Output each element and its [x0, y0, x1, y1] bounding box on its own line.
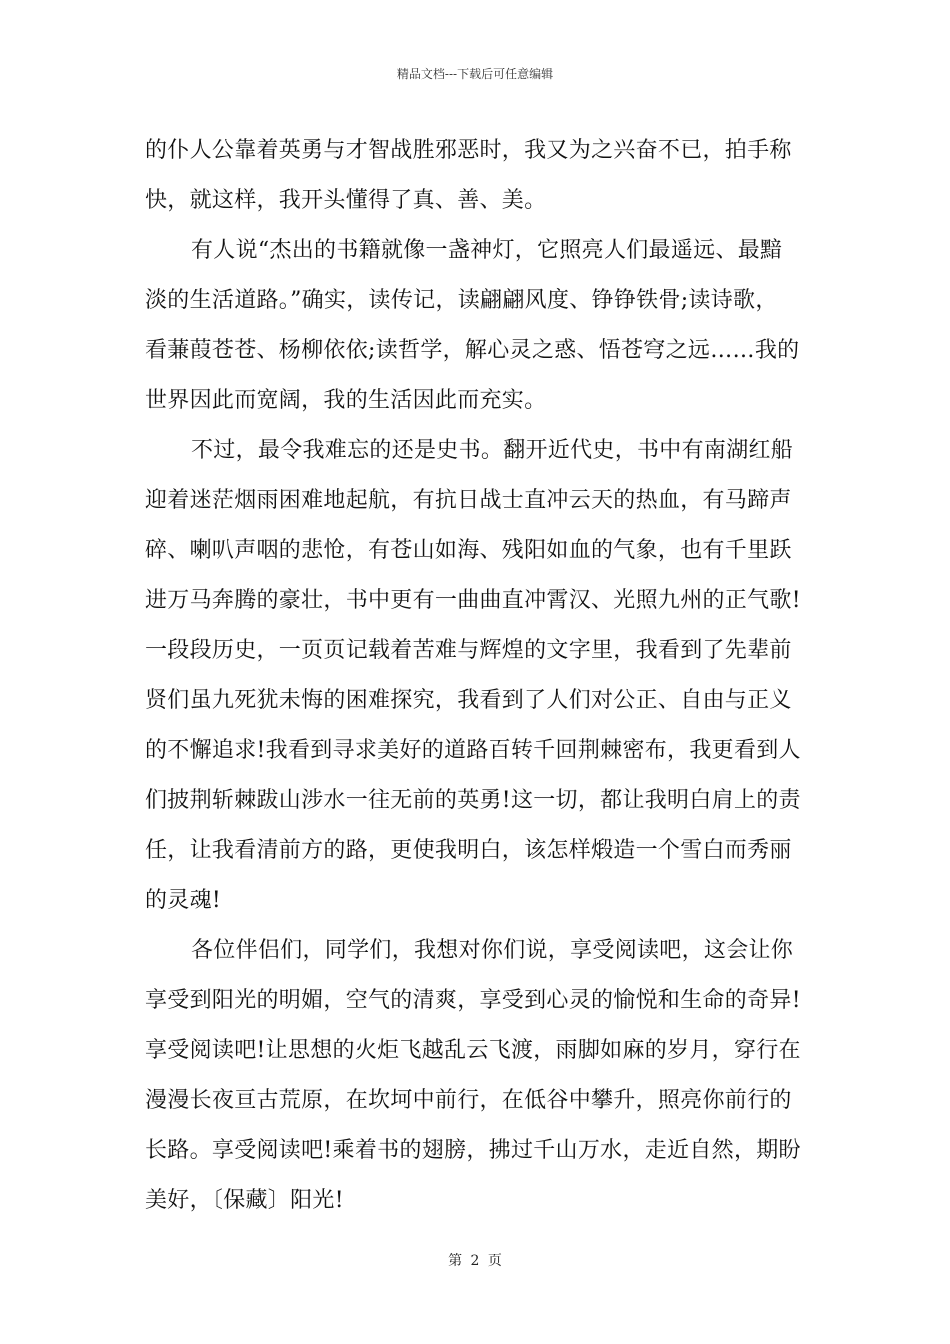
text-line: 一段段历史，一页页记载着苦难与辉煌的文字里，我看到了先辈前	[145, 638, 792, 663]
text-line: 进万马奔腾的豪壮，书中更有一曲曲直冲霄汉、光照九州的正气歌!	[145, 588, 801, 613]
page-footer	[0, 1252, 950, 1270]
page-header: 精品文档---下载后可任意编辑	[396, 67, 554, 81]
text-line: 看蒹葭苍苍、杨柳依依;读哲学，解心灵之惑、悟苍穹之远……我的	[145, 338, 800, 363]
text-line: 碎、喇叭声咽的悲怆，有苍山如海、残阳如血的气象，也有千里跃	[145, 538, 792, 563]
text-line: 任，让我看清前方的路，更使我明白，该怎样煅造一个雪白而秀丽	[145, 838, 792, 863]
text-line: 有人说“杰出的书籍就像一盏神灯，它照亮人们最遥远、最黯	[191, 238, 783, 263]
text-line: 们披荆斩棘跋山涉水一往无前的英勇!这一切，都让我明白肩上的责	[145, 788, 801, 813]
page-number: 2	[470, 1253, 480, 1269]
page-label-suffix: 页	[487, 1253, 502, 1269]
text-line: 各位伴侣们，同学们，我想对你们说，享受阅读吧，这会让你	[191, 938, 794, 963]
text-line: 贤们虽九死犹未悔的困难探究，我看到了人们对公正、自由与正义	[145, 688, 792, 713]
page-label-prefix: 第	[448, 1253, 463, 1269]
text-line: 快，就这样，我开头懂得了真、善、美。	[145, 188, 547, 213]
document-body	[145, 126, 807, 1226]
text-line: 的仆人公靠着英勇与才智战胜邪恶时，我又为之兴奋不已，拍手称	[145, 138, 792, 163]
text-line: 迎着迷茫烟雨困难地起航，有抗日战士直冲云天的热血，有马蹄声	[145, 488, 792, 513]
text-line: 不过，最令我难忘的还是史书。翻开近代史，书中有南湖红船	[191, 438, 794, 463]
text-line: 淡的生活道路。”确实，读传记，读翩翩风度、铮铮铁骨;读诗歌，	[145, 288, 778, 313]
text-line: 长路。享受阅读吧!乘着书的翅膀，拂过千山万水，走近自然，期盼	[145, 1138, 801, 1163]
paragraph-4	[145, 926, 807, 1226]
paragraph-3	[145, 426, 807, 926]
text-line: 的不懈追求!我看到寻求美好的道路百转千回荆棘密布，我更看到人	[145, 738, 801, 763]
text-line: 享受到阳光的明媚，空气的清爽，享受到心灵的愉悦和生命的奇异!	[145, 988, 801, 1013]
paragraph-1	[145, 126, 807, 226]
text-line: 世界因此而宽阔，我的生活因此而充实。	[145, 388, 547, 413]
text-line: 漫漫长夜亘古荒原，在坎坷中前行，在低谷中攀升，照亮你前行的	[145, 1088, 792, 1113]
text-line: 享受阅读吧!让思想的火炬飞越乱云飞渡，雨脚如麻的岁月，穿行在	[145, 1038, 801, 1063]
text-line: 美好，〔保藏〕阳光!	[145, 1188, 344, 1213]
text-line: 的灵魂!	[145, 888, 222, 913]
paragraph-2	[145, 226, 807, 426]
